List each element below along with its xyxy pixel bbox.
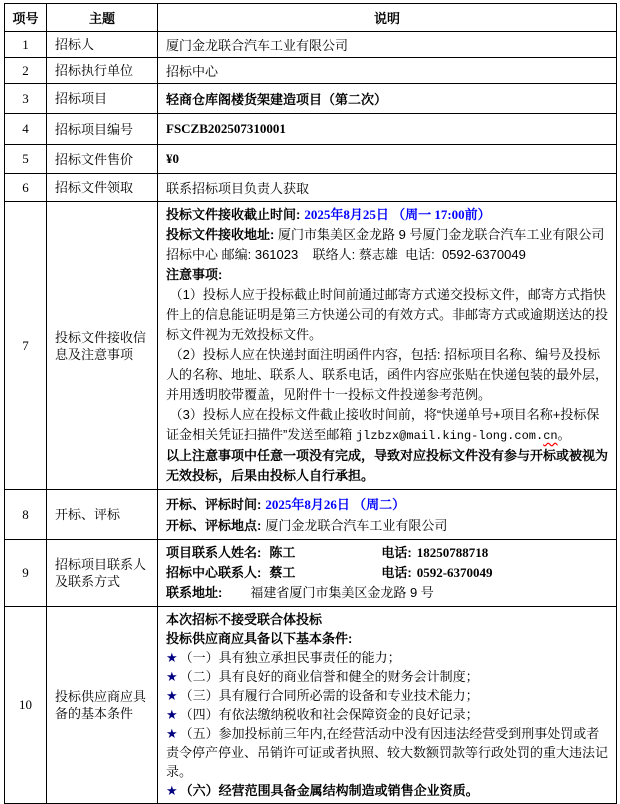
item-no-cell: 3 — [5, 84, 47, 114]
desc-cell — [158, 145, 617, 174]
table-row-executing-unit — [5, 58, 617, 84]
star-icon: ★ — [166, 707, 178, 722]
project-contact-name: 陈工 — [269, 545, 296, 560]
opening-place-value: 厦门金龙联合汽车工业有限公司 — [265, 517, 448, 533]
item-no-cell: 5 — [5, 145, 47, 174]
star-icon: ★ — [166, 669, 178, 684]
star-icon: ★ — [166, 783, 178, 798]
contact-address-value: 福建省厦门市集美区金龙路 9 号 — [250, 585, 434, 600]
requirement-item-4: ★ （四）有依法缴纳税收和社会保障资金的良好记录； — [166, 707, 479, 722]
address-label: 投标文件接收地址: — [166, 227, 275, 242]
opening-place-label: 开标、评标地点: — [166, 517, 262, 533]
opening-place-line — [166, 515, 608, 536]
topic-cell: 开标、评标 — [47, 490, 158, 540]
project-contact-line — [166, 543, 608, 563]
table-row-document-price — [5, 145, 617, 174]
table-row-project-name — [5, 84, 617, 114]
desc-cell: 厦门金龙联合汽车工业有限公司 — [158, 32, 617, 58]
topic-cell: 招标文件售价 — [47, 145, 158, 174]
topic-cell: 投标文件接收信息及注意事项 — [47, 202, 158, 490]
project-contact-label: 项目联系人姓名: — [166, 545, 262, 560]
topic-cell: 招标项目 — [47, 84, 158, 114]
contact-address-label: 联系地址: — [166, 585, 223, 600]
project-contact-phone-label: 电话: — [381, 545, 412, 560]
project-contact-phone: 18250788718 — [416, 545, 489, 560]
desc-cell — [158, 607, 617, 804]
deadline-label: 投标文件接收截止时间: — [166, 207, 301, 222]
table-row-supplier-requirements — [5, 607, 617, 804]
table-row-document-pickup — [5, 174, 617, 202]
submission-address-line — [166, 225, 608, 265]
tender-notice-table — [4, 3, 617, 804]
star-icon: ★ — [166, 726, 178, 741]
address-value: 厦门市集美区金龙路 9 号厦门金龙联合汽车工业有限公司招标中心 邮编: 361023 联络人: 蔡志雄 电话: 0592-6370049 — [166, 227, 605, 262]
opening-time-value: 2025年8月26日 （周二） — [265, 496, 406, 512]
header-row — [5, 4, 617, 32]
center-contact-label: 招标中心联系人: — [166, 565, 262, 580]
topic-cell: 招标人 — [47, 32, 158, 58]
item-no-cell: 10 — [5, 607, 47, 804]
center-contact-phone-label: 电话: — [381, 565, 412, 580]
note-3-period: 。 — [557, 427, 571, 442]
desc-cell — [158, 84, 617, 114]
item-no-cell: 2 — [5, 58, 47, 84]
note-3-text: （3）投标人应在投标文件截止接收时间前，将“快递单号+项目名称+投标保证金相关凭证扫描件”发送至邮箱 — [166, 407, 600, 442]
table-row-project-number — [5, 114, 617, 145]
submission-deadline-line — [166, 205, 608, 225]
col-header-description: 说明 — [158, 4, 617, 32]
no-consortium-text: 本次招标不接受联合体投标 — [166, 612, 323, 627]
email-tld-spellcheck: cn — [543, 429, 558, 443]
topic-cell: 招标执行单位 — [47, 58, 158, 84]
desc-cell — [158, 114, 617, 145]
table-row-contacts — [5, 540, 617, 607]
requirement-item-1: ★ （一）具有独立承担民事责任的能力； — [166, 650, 401, 665]
topic-cell: 招标项目编号 — [47, 114, 158, 145]
table-row-tenderer — [5, 32, 617, 58]
star-icon: ★ — [166, 650, 178, 665]
price-text: ¥0 — [166, 151, 179, 166]
project-number-text: FSCZB202507310001 — [166, 121, 286, 136]
project-name-text: 轻商仓库阁楼货架建造项目（第二次） — [166, 92, 388, 107]
topic-cell: 投标供应商应具备的基本条件 — [47, 607, 158, 804]
desc-cell — [158, 490, 617, 540]
desc-cell: 联系招标项目负责人获取 — [158, 174, 617, 202]
item-no-cell: 9 — [5, 540, 47, 607]
col-header-topic: 主题 — [47, 4, 158, 32]
item-no-cell: 6 — [5, 174, 47, 202]
center-contact-name: 蔡工 — [269, 565, 296, 580]
email-address: jlzbzx@mail.king-long.com. — [355, 429, 544, 443]
requirement-item-6: ★ （六）经营范围具备金属结构制造或销售企业资质。 — [166, 783, 479, 798]
table-row-submission-info — [5, 202, 617, 490]
contact-address-line — [166, 583, 608, 603]
note-1: （1）投标人应于投标截止时间前通过邮寄方式递交投标文件，邮寄方式指快件上的信息能证明是第三方快递公司的有效方式。非邮寄方式或逾期送达的投标文件视为无效投标文件。 — [166, 287, 609, 342]
opening-time-line — [166, 494, 608, 515]
requirements-heading: 投标供应商应具备以下基本条件: — [166, 631, 353, 646]
notes-heading: 注意事项: — [166, 267, 223, 282]
note-3 — [166, 405, 608, 446]
topic-cell: 招标文件领取 — [47, 174, 158, 202]
warning-text: 以上注意事项中任意一项没有完成，导致对应投标文件没有参与开标或被视为无效投标，后果由投标人自行承担。 — [166, 448, 609, 483]
desc-cell — [158, 540, 617, 607]
center-contact-phone: 0592-6370049 — [416, 565, 493, 580]
requirement-item-2: ★ （二）具有良好的商业信誉和健全的财务会计制度； — [166, 669, 479, 684]
requirement-item-3: ★ （三）具有履行合同所必需的设备和专业技术能力； — [166, 688, 479, 703]
item-no-cell: 4 — [5, 114, 47, 145]
item-no-cell: 1 — [5, 32, 47, 58]
item-no-cell: 7 — [5, 202, 47, 490]
requirement-item-5: ★ （五）参加投标前三年内,在经营活动中没有因违法经营受到刑事处罚或者责令停产停业、吊销许可证或者执照、较大数额罚款等行政处罚的重大违法记录。 — [166, 726, 609, 779]
star-icon: ★ — [166, 688, 178, 703]
table-row-bid-opening — [5, 490, 617, 540]
desc-cell — [158, 202, 617, 490]
desc-cell: 招标中心 — [158, 58, 617, 84]
opening-time-label: 开标、评标时间: — [166, 496, 262, 512]
deadline-value: 2025年8月25日 （周一 17:00前） — [304, 207, 491, 222]
note-2: （2）投标人应在快递封面注明函件内容，包括: 招标项目名称、编号及投标人的名称、地址、联系人、联系电话，函件内容应张贴在快递包装的最外层，并用透明胶带覆盖，见附件十一投标文件投递参考范例。 — [166, 347, 609, 402]
item-no-cell: 8 — [5, 490, 47, 540]
center-contact-line — [166, 563, 608, 583]
topic-cell: 招标项目联系人及联系方式 — [47, 540, 158, 607]
col-header-item-no: 项号 — [5, 4, 47, 32]
